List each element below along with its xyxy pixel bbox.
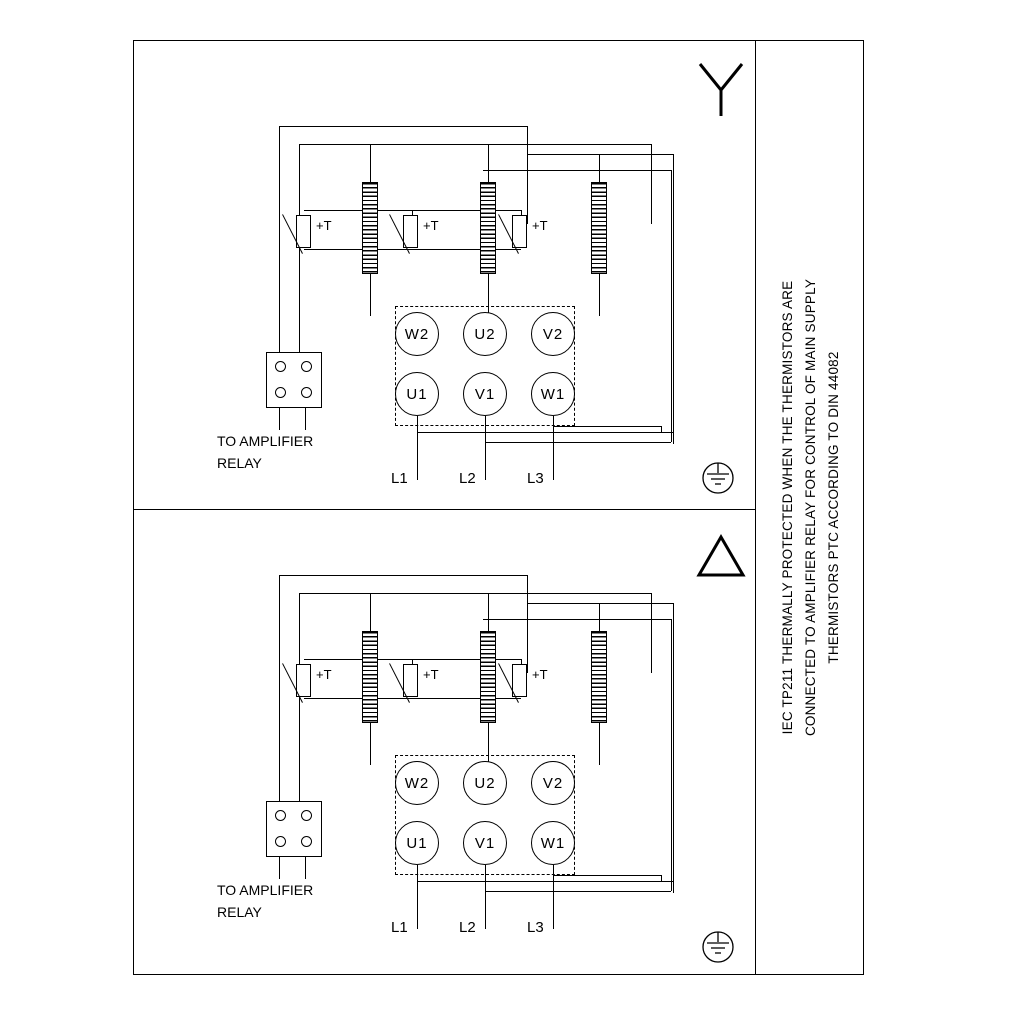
wire-phase-loop-right-b [671,170,672,442]
earth-ground-symbol [696,460,740,494]
wire-lower-rail-3 [553,875,661,876]
thermistor-label-1: +T [316,218,332,233]
winding-coil-1 [362,631,378,723]
amplifier-connector-block[interactable] [266,801,322,857]
wire-thermistor-drop-2 [651,144,652,224]
diagram-panel-delta [133,509,755,978]
thermistor-1 [296,215,312,249]
connector-pin-2 [301,361,312,372]
delta-connection-symbol [695,531,747,584]
wire-thermistor-link-3 [304,698,412,699]
wire-phase-loop-top-b [483,170,671,171]
wire-thermistor-bus-top-1 [279,575,527,576]
wire-thermistor-link-3 [304,249,412,250]
amplifier-connector-block[interactable] [266,352,322,408]
wire-phase-loop-right-a [673,154,674,444]
earth-ground-symbol [696,929,740,963]
wire-thermistor-drop-2 [651,593,652,673]
terminal-u2[interactable]: U2 [463,312,507,356]
thermistor-label-3: +T [532,667,548,682]
wire-phase-loop-top-b [483,619,671,620]
thermistor-label-1: +T [316,667,332,682]
connector-pin-1 [275,810,286,821]
connector-pin-4 [301,387,312,398]
wire-phase-loop-top-a [527,603,673,604]
wire-phase-loop-right-b [671,619,672,891]
wire-thermistor-link-1 [304,210,412,211]
phase-label-l1: L1 [391,470,408,487]
wire-lower-rail-2 [485,442,671,443]
wire-coil3-to-v2 [599,274,600,316]
wire-lower-node [661,875,662,881]
wire-coil3-to-v2 [599,723,600,765]
wire-thermistor-drop-1 [527,126,528,224]
wire-thermistor-left-1 [279,126,280,356]
wire-phase-loop-top-a [527,154,673,155]
connector-pin-3 [275,836,286,847]
wire-thermistor-link-4 [411,249,521,250]
connector-pin-2 [301,810,312,821]
wire-coil3-up [599,154,600,182]
wire-coil1-up [370,144,371,182]
wire-lower-rail-2 [485,891,671,892]
thermistor-3 [512,664,528,698]
thermistor-label-2: +T [423,218,439,233]
terminal-v1[interactable]: V1 [463,372,507,416]
thermal-protection-note: IEC TP211 THERMALLY PROTECTED WHEN THE THERMISTORS ARE CONNECTED TO AMPLIFIER RELAY FOR CONTROL OF MAIN SUPPLY THERMISTORS PTC ACCORDING TO DIN 44082 [779,278,841,737]
terminal-v2[interactable]: V2 [531,312,575,356]
wire-thermistor-drop-1 [527,575,528,673]
terminal-v2[interactable]: V2 [531,761,575,805]
phase-label-l3: L3 [527,470,544,487]
wire-lower-rail-1 [417,881,673,882]
amplifier-label-line2: RELAY [217,455,262,471]
connector-pin-4 [301,836,312,847]
wire-connector-lead-2 [305,408,306,430]
thermistor-2 [403,664,419,698]
wire-thermistor-link-2 [411,210,521,211]
amplifier-label-line2: RELAY [217,904,262,920]
terminal-u2[interactable]: U2 [463,761,507,805]
wire-thermistor-link-1 [304,659,412,660]
wire-lower-node [661,426,662,432]
wire-thermistor-link-4 [411,698,521,699]
wire-lower-rail-1 [417,432,673,433]
thermistor-3 [512,215,528,249]
winding-coil-3 [591,182,607,274]
phase-label-l2: L2 [459,470,476,487]
amplifier-label-line1: TO AMPLIFIER [217,433,314,449]
wire-thermistor-bus-top-2 [299,144,651,145]
wire-thermistor-left-1 [279,575,280,805]
phase-label-l1: L1 [391,919,408,936]
connector-pin-1 [275,361,286,372]
terminal-w1[interactable]: W1 [531,372,575,416]
wire-connector-lead-1 [279,857,280,879]
winding-coil-2 [480,631,496,723]
wire-coil1-to-w2 [370,274,371,316]
wire-coil1-up [370,593,371,631]
thermistor-1 [296,664,312,698]
terminal-w2[interactable]: W2 [395,761,439,805]
winding-coil-1 [362,182,378,274]
terminal-u1[interactable]: U1 [395,372,439,416]
thermistor-2 [403,215,419,249]
wire-coil3-up [599,603,600,631]
wire-thermistor-bus-top-2 [299,593,651,594]
star-connection-symbol [695,60,747,123]
wire-coil2-up [488,593,489,631]
terminal-w2[interactable]: W2 [395,312,439,356]
wire-lower-rail-3 [553,426,661,427]
diagram-panel-star [133,40,755,509]
terminal-u1[interactable]: U1 [395,821,439,865]
note-column [757,40,863,975]
connector-pin-3 [275,387,286,398]
phase-label-l3: L3 [527,919,544,936]
thermistor-label-2: +T [423,667,439,682]
wire-coil1-to-w2 [370,723,371,765]
wire-connector-lead-1 [279,408,280,430]
wire-thermistor-bus-top-1 [279,126,527,127]
wire-thermistor-link-2 [411,659,521,660]
winding-coil-3 [591,631,607,723]
terminal-w1[interactable]: W1 [531,821,575,865]
winding-coil-2 [480,182,496,274]
wire-coil2-up [488,144,489,182]
wire-connector-lead-2 [305,857,306,879]
amplifier-label-line1: TO AMPLIFIER [217,882,314,898]
terminal-v1[interactable]: V1 [463,821,507,865]
phase-label-l2: L2 [459,919,476,936]
note-column-divider [755,40,756,975]
thermistor-label-3: +T [532,218,548,233]
wire-phase-loop-right-a [673,603,674,893]
